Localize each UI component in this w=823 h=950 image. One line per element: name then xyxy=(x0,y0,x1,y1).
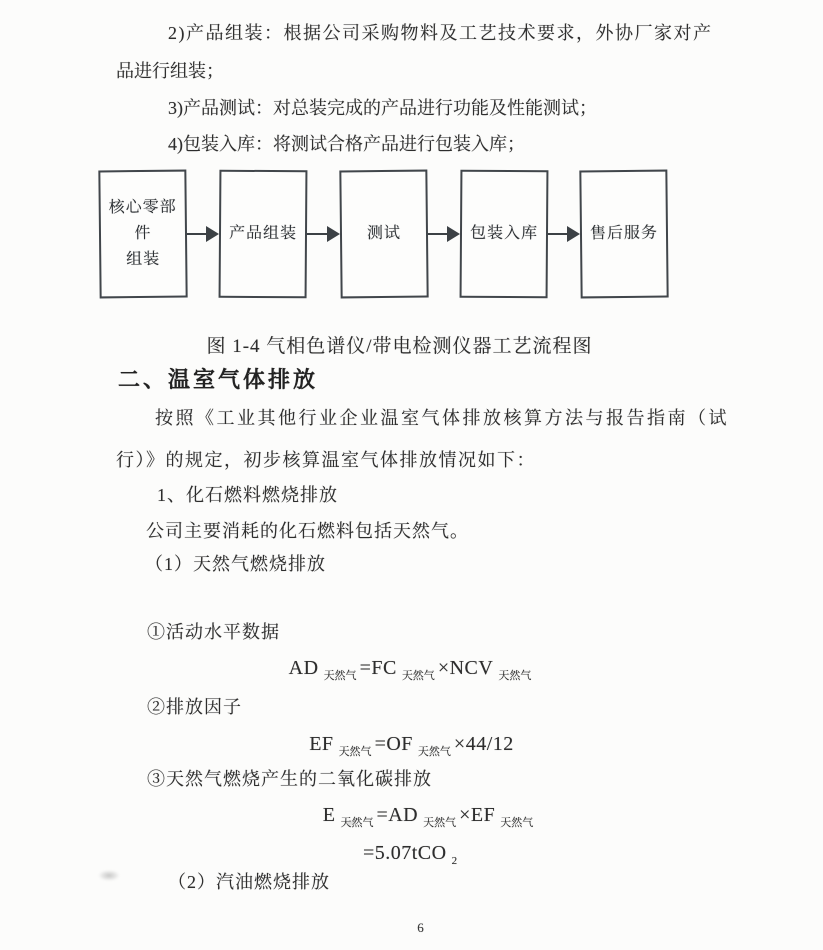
formula-term: AD xyxy=(288,657,319,679)
sub-item-title: （1）天然气燃烧排放 xyxy=(145,554,326,574)
formula-term: E xyxy=(322,804,336,826)
flow-node-testing: 测试 xyxy=(339,170,428,299)
formula-subscript: 天然气 xyxy=(498,670,532,682)
formula-subscript: 天然气 xyxy=(323,670,357,682)
arrow-right-icon xyxy=(187,168,219,300)
paragraph-line: 按照《工业其他行业企业温室气体排放核算方法与报告指南（试 xyxy=(155,408,729,428)
formula-term: ×NCV xyxy=(437,657,494,679)
flow-node-core-assembly: 核心零部件 组装 xyxy=(98,170,187,299)
formula-subscript: 2 xyxy=(451,855,458,867)
flow-node-after-sales: 售后服务 xyxy=(579,170,668,299)
step-label: ③天然气燃烧产生的二氧化碳排放 xyxy=(147,769,432,789)
formula-term: ×44/12 xyxy=(453,733,514,755)
sub-item-title: （2）汽油燃烧排放 xyxy=(168,872,330,892)
formula-subscript: 天然气 xyxy=(340,817,374,829)
step-label: ②排放因子 xyxy=(147,697,242,717)
list-item-title: 1、化石燃料燃烧排放 xyxy=(157,485,338,505)
figure-caption: 图 1-4 气相色谱仪/带电检测仪器工艺流程图 xyxy=(206,336,593,357)
formula-term: =OF xyxy=(374,733,413,755)
paragraph-line: 3)产品测试：对总装完成的产品进行功能及性能测试； xyxy=(168,98,597,118)
flow-node-packaging: 包装入库 xyxy=(459,170,548,299)
formula-activity-level xyxy=(0,657,823,683)
flow-node-product-assembly: 产品组装 xyxy=(219,170,308,299)
formula-co2-emission xyxy=(18,804,823,830)
section-heading: 二、温室气体排放 xyxy=(118,367,319,392)
formula-term: =FC xyxy=(359,657,397,679)
paragraph-line: 2)产品组装：根据公司采购物料及工艺技术要求，外协厂家对产 xyxy=(168,23,713,43)
paragraph-line: 公司主要消耗的化石燃料包括天然气。 xyxy=(146,521,469,541)
arrow-right-icon xyxy=(428,168,460,300)
formula-subscript: 天然气 xyxy=(423,817,457,829)
process-flowchart xyxy=(99,168,668,300)
formula-term: =5.07tCO xyxy=(362,842,447,864)
paragraph-line: 品进行组装； xyxy=(116,61,224,81)
page-number: 6 xyxy=(417,920,424,935)
arrow-right-icon xyxy=(548,168,580,300)
formula-subscript: 天然气 xyxy=(417,746,451,758)
paragraph-line: 行）》的规定，初步核算温室气体排放情况如下： xyxy=(116,450,536,470)
scan-smudge xyxy=(98,870,120,881)
arrow-right-icon xyxy=(307,168,339,300)
formula-subscript: 天然气 xyxy=(401,670,435,682)
formula-emission-factor xyxy=(0,733,823,759)
step-label: ①活动水平数据 xyxy=(147,622,280,642)
formula-term: =AD xyxy=(376,804,419,826)
formula-term: ×EF xyxy=(459,804,496,826)
formula-subscript: 天然气 xyxy=(338,746,372,758)
paragraph-line: 4)包装入库：将测试合格产品进行包装入库； xyxy=(168,134,525,154)
scan-speckle xyxy=(347,821,355,825)
formula-term: EF xyxy=(309,733,334,755)
formula-subscript: 天然气 xyxy=(500,817,534,829)
formula-result-value xyxy=(0,842,823,867)
